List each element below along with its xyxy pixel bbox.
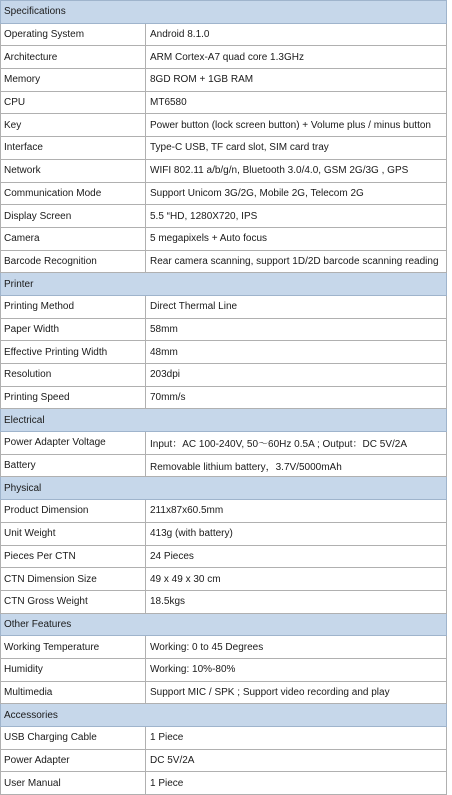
spec-value: DC 5V/2A (146, 749, 447, 772)
spec-row (1, 23, 447, 46)
spec-row (1, 432, 447, 455)
spec-row (1, 318, 447, 341)
section-title: Specifications (1, 1, 447, 24)
spec-value: 413g (with battery) (146, 522, 447, 545)
spec-label: Display Screen (1, 205, 146, 228)
spec-label: Network (1, 159, 146, 182)
spec-value: Direct Thermal Line (146, 295, 447, 318)
spec-label: Operating System (1, 23, 146, 46)
spec-label: Working Temperature (1, 636, 146, 659)
spec-row (1, 545, 447, 568)
spec-row (1, 364, 447, 387)
spec-value: MT6580 (146, 91, 447, 114)
spec-label: Battery (1, 454, 146, 477)
spec-label: Resolution (1, 364, 146, 387)
section-title: Accessories (1, 704, 447, 727)
spec-value: Support Unicom 3G/2G, Mobile 2G, Telecom 2G (146, 182, 447, 205)
section-header-row (1, 409, 447, 432)
section-title: Printer (1, 273, 447, 296)
spec-value: 58mm (146, 318, 447, 341)
spec-value: 5.5 “HD, 1280X720, IPS (146, 205, 447, 228)
spec-value: 203dpi (146, 364, 447, 387)
spec-label: Barcode Recognition (1, 250, 146, 273)
section-title: Physical (1, 477, 447, 500)
spec-row (1, 227, 447, 250)
spec-label: Communication Mode (1, 182, 146, 205)
spec-row (1, 137, 447, 160)
section-header-row (1, 704, 447, 727)
spec-row (1, 341, 447, 364)
spec-value: 1 Piece (146, 727, 447, 750)
spec-value: 211x87x60.5mm (146, 500, 447, 523)
spec-value: 1 Piece (146, 772, 447, 795)
section-header-row (1, 613, 447, 636)
spec-row (1, 205, 447, 228)
spec-row (1, 159, 447, 182)
spec-row (1, 46, 447, 69)
spec-label: Camera (1, 227, 146, 250)
spec-row (1, 749, 447, 772)
spec-label: Key (1, 114, 146, 137)
spec-value: Support MIC / SPK ; Support video recording and play (146, 681, 447, 704)
spec-label: CPU (1, 91, 146, 114)
spec-value: Android 8.1.0 (146, 23, 447, 46)
spec-row (1, 681, 447, 704)
spec-value: WIFI 802.11 a/b/g/n, Bluetooth 3.0/4.0, GSM 2G/3G , GPS (146, 159, 447, 182)
spec-label: Printing Speed (1, 386, 146, 409)
spec-row (1, 295, 447, 318)
spec-label: Product Dimension (1, 500, 146, 523)
spec-row (1, 454, 447, 477)
spec-label: Memory (1, 69, 146, 92)
spec-row (1, 91, 447, 114)
spec-row (1, 636, 447, 659)
spec-value: 8GD ROM + 1GB RAM (146, 69, 447, 92)
spec-row (1, 522, 447, 545)
spec-row (1, 250, 447, 273)
spec-value: Removable lithium battery，3.7V/5000mAh (146, 454, 447, 477)
spec-value: Type-C USB, TF card slot, SIM card tray (146, 137, 447, 160)
spec-label: Humidity (1, 658, 146, 681)
spec-row (1, 727, 447, 750)
spec-value: ARM Cortex-A7 quad core 1.3GHz (146, 46, 447, 69)
spec-row (1, 658, 447, 681)
spec-table-body (1, 1, 447, 795)
spec-row (1, 69, 447, 92)
section-header-row (1, 273, 447, 296)
spec-value: Working: 10%-80% (146, 658, 447, 681)
spec-label: CTN Dimension Size (1, 568, 146, 591)
spec-row (1, 386, 447, 409)
spec-row (1, 182, 447, 205)
spec-label: User Manual (1, 772, 146, 795)
spec-row (1, 500, 447, 523)
spec-value: 5 megapixels + Auto focus (146, 227, 447, 250)
spec-label: Printing Method (1, 295, 146, 318)
spec-label: USB Charging Cable (1, 727, 146, 750)
spec-value: Rear camera scanning, support 1D/2D barcode scanning reading (146, 250, 447, 273)
spec-label: Multimedia (1, 681, 146, 704)
spec-label: CTN Gross Weight (1, 590, 146, 613)
spec-label: Power Adapter (1, 749, 146, 772)
section-title: Electrical (1, 409, 447, 432)
spec-value: 70mm/s (146, 386, 447, 409)
spec-row (1, 772, 447, 795)
section-title: Other Features (1, 613, 447, 636)
spec-row (1, 590, 447, 613)
spec-label: Pieces Per CTN (1, 545, 146, 568)
spec-label: Architecture (1, 46, 146, 69)
spec-row (1, 114, 447, 137)
section-header-row (1, 477, 447, 500)
spec-row (1, 568, 447, 591)
spec-value: Power button (lock screen button) + Volume plus / minus button (146, 114, 447, 137)
spec-label: Interface (1, 137, 146, 160)
spec-value: 49 x 49 x 30 cm (146, 568, 447, 591)
spec-value: Working: 0 to 45 Degrees (146, 636, 447, 659)
section-header-row (1, 1, 447, 24)
spec-value: 48mm (146, 341, 447, 364)
spec-value: 18.5kgs (146, 590, 447, 613)
spec-value: Input：AC 100-240V, 50～60Hz 0.5A ; Output：DC 5V/2A (146, 432, 447, 455)
spec-label: Effective Printing Width (1, 341, 146, 364)
spec-label: Paper Width (1, 318, 146, 341)
spec-value: 24 Pieces (146, 545, 447, 568)
spec-label: Power Adapter Voltage (1, 432, 146, 455)
spec-label: Unit Weight (1, 522, 146, 545)
